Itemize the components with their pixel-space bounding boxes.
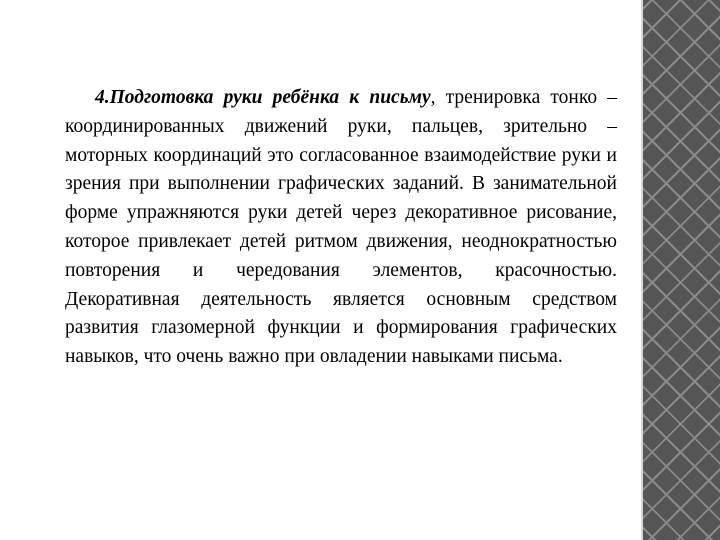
slide-body: , тренировка тонко – координированных движений руки, пальцев, зрительно – моторных координаций это согласованное взаимодействие руки и зрения при выполнении графических заданий. В занимательной форме упражняются руки детей через декоративное рисование, которое привлекает детей ритмом движения, неоднократностью повторения и чередования элементов, красочностью. Декоративная деятельность является основным средством развития глазомерной функции и формирования графических навыков, что очень важно при овладении навыками письма. (65, 87, 617, 368)
decorative-side-panel (641, 0, 720, 540)
slide-text (65, 84, 617, 372)
slide-heading: 4.Подготовка руки ребёнка к письму (95, 87, 431, 108)
